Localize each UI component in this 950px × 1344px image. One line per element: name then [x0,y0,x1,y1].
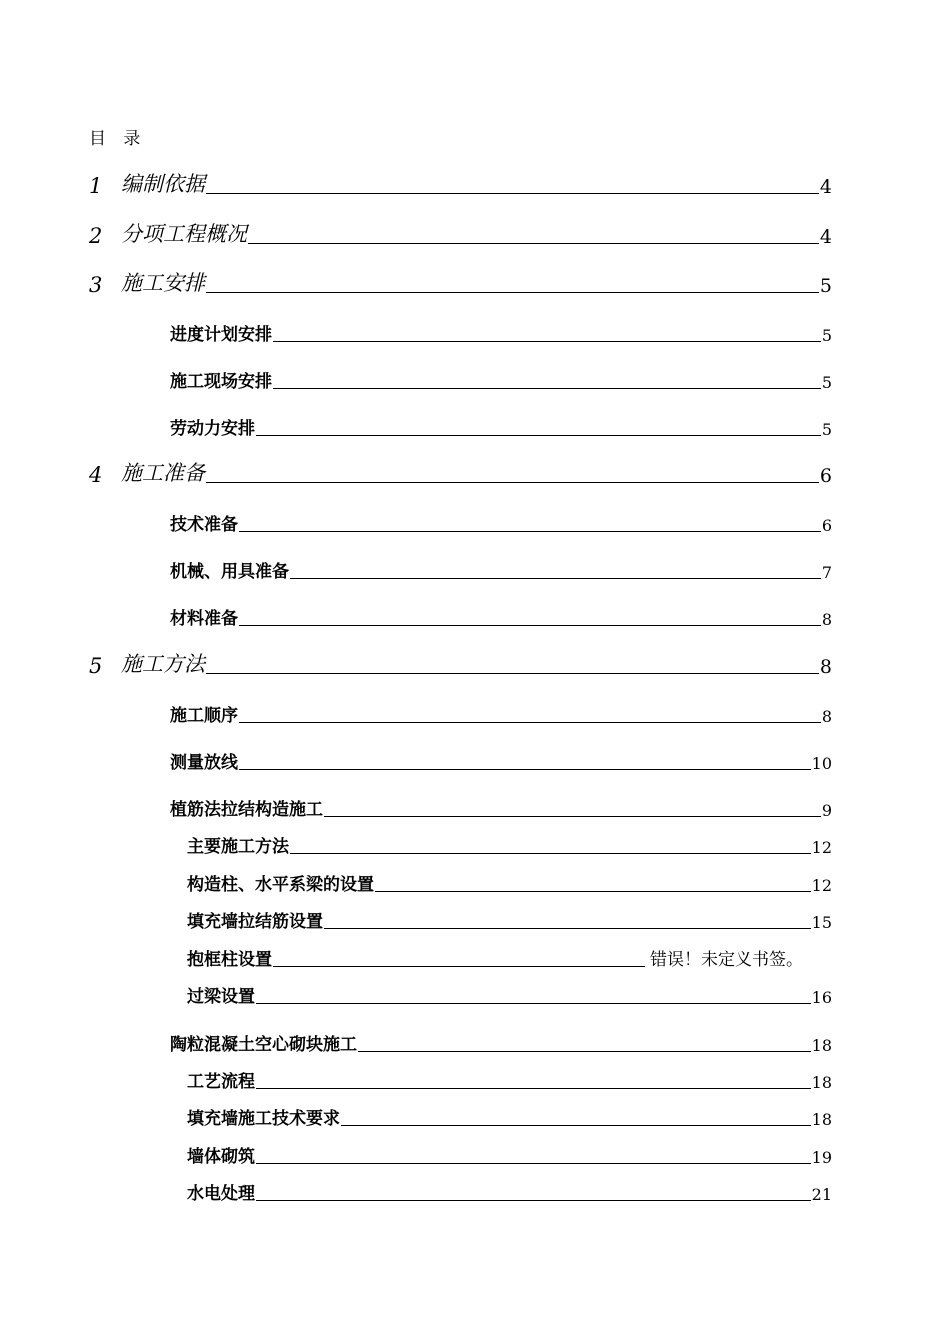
toc-leader-line [324,928,811,929]
toc-leader-line [375,891,811,892]
toc-leader-line [256,1163,811,1164]
toc-entry-label: 过梁设置 [187,987,255,1007]
toc-entry-label: 构造柱、水平系梁的设置 [187,875,374,895]
toc-entry[interactable] [187,982,832,1007]
toc-entry-label: 编制依据 [121,172,205,196]
toc-entry-label: 植筋法拉结构造施工 [170,800,323,820]
toc-entry-number: 5 [89,654,103,678]
toc-entry[interactable] [187,832,832,857]
toc-leader-line [239,769,811,770]
toc-leader-line [290,578,821,579]
toc-entry-page: 4 [819,176,832,198]
toc-leader-line [206,292,819,293]
toc-leader-line [239,625,821,626]
toc-entry[interactable] [170,414,832,439]
toc-entry-label: 填充墙施工技术要求 [187,1109,340,1129]
toc-leader-line [256,1200,811,1201]
toc-entry-page: 21 [811,1185,832,1204]
toc-entry-label: 测量放线 [170,753,238,773]
toc-leader-line [256,435,821,436]
toc-entry-label: 水电处理 [187,1184,255,1204]
toc-entry-number: 1 [89,174,103,198]
toc-entry[interactable] [89,648,832,678]
toc-entry-label: 劳动力安排 [170,419,255,439]
toc-entry-page: 15 [811,913,832,932]
toc-leader-line [290,853,811,854]
toc-entry-page: 18 [811,1073,832,1092]
toc-entry-page: 5 [819,275,832,297]
toc-heading: 目 录 [89,129,147,149]
toc-entry-label: 墙体砌筑 [187,1147,255,1167]
toc-entry[interactable] [89,457,832,487]
toc-entry-page-error: 错误！未定义书签。 [650,950,803,970]
toc-entry-page: 16 [811,988,832,1007]
toc-entry-page: 5 [821,326,832,345]
toc-entry-page: 10 [811,754,832,773]
toc-entry-label: 主要施工方法 [187,837,289,857]
toc-entry-label: 施工现场安排 [170,372,272,392]
toc-entry-label: 材料准备 [170,609,238,629]
toc-entry[interactable] [170,604,832,629]
toc-entry[interactable] [170,367,832,392]
toc-entry[interactable] [170,320,832,345]
toc-entry-page: 12 [811,838,832,857]
toc-entry-page: 18 [811,1036,832,1055]
toc-entry[interactable] [170,748,832,773]
toc-entry-number: 3 [89,273,103,297]
toc-entry-label: 陶粒混凝土空心砌块施工 [170,1035,357,1055]
toc-entry-label: 填充墙拉结筋设置 [187,912,323,932]
toc-entry[interactable] [170,1030,832,1055]
toc-leader-line [206,193,819,194]
toc-entry[interactable] [170,510,832,535]
toc-entry[interactable] [187,907,832,932]
toc-entry[interactable] [170,557,832,582]
toc-entry[interactable] [187,1104,832,1129]
toc-entry-label: 抱框柱设置 [187,950,272,970]
toc-entry[interactable] [89,218,832,248]
toc-entry-label: 进度计划安排 [170,325,272,345]
toc-leader-line [358,1051,811,1052]
toc-entry[interactable] [187,1067,832,1092]
toc-leader-line [239,722,821,723]
toc-leader-line [239,531,821,532]
toc-entry-label: 施工安排 [121,271,205,295]
toc-entry-page: 4 [819,226,832,248]
toc-entry-page: 6 [821,516,832,535]
toc-leader-line [256,1003,811,1004]
toc-entry-number: 2 [89,224,103,248]
toc-leader-line [248,243,819,244]
toc-entry-label: 技术准备 [170,515,238,535]
toc-leader-line [256,1088,811,1089]
toc-entry-page: 7 [821,563,832,582]
toc-entry[interactable] [89,267,832,297]
toc-entry[interactable] [187,1179,832,1204]
toc-entry-label: 施工顺序 [170,706,238,726]
toc-leader-line [273,966,645,967]
toc-leader-line [206,673,819,674]
toc-entry-page: 8 [819,656,832,678]
toc-entry-page: 8 [821,610,832,629]
toc-entry[interactable] [170,795,832,820]
toc-entry[interactable] [187,945,832,970]
toc-entry[interactable] [89,168,832,198]
toc-entry-page: 19 [811,1148,832,1167]
toc-entry-page: 8 [821,707,832,726]
toc-entry-label: 工艺流程 [187,1072,255,1092]
toc-entry-page: 12 [811,876,832,895]
toc-entry-page: 9 [821,801,832,820]
toc-leader-line [324,816,821,817]
toc-entry-page: 5 [821,420,832,439]
toc-leader-line [206,482,819,483]
toc-entry-page: 5 [821,373,832,392]
toc-leader-line [273,388,821,389]
toc-entry[interactable] [187,870,832,895]
toc-entry-label: 分项工程概况 [121,222,247,246]
toc-entry-page: 18 [811,1110,832,1129]
toc-entry[interactable] [187,1142,832,1167]
toc-entry[interactable] [170,701,832,726]
toc-entry-page: 6 [819,465,832,487]
toc-entry-label: 机械、用具准备 [170,562,289,582]
toc-entry-number: 4 [89,463,103,487]
toc-entry-label: 施工准备 [121,461,205,485]
toc-leader-line [273,341,821,342]
toc-entry-label: 施工方法 [121,652,205,676]
toc-leader-line [341,1125,811,1126]
